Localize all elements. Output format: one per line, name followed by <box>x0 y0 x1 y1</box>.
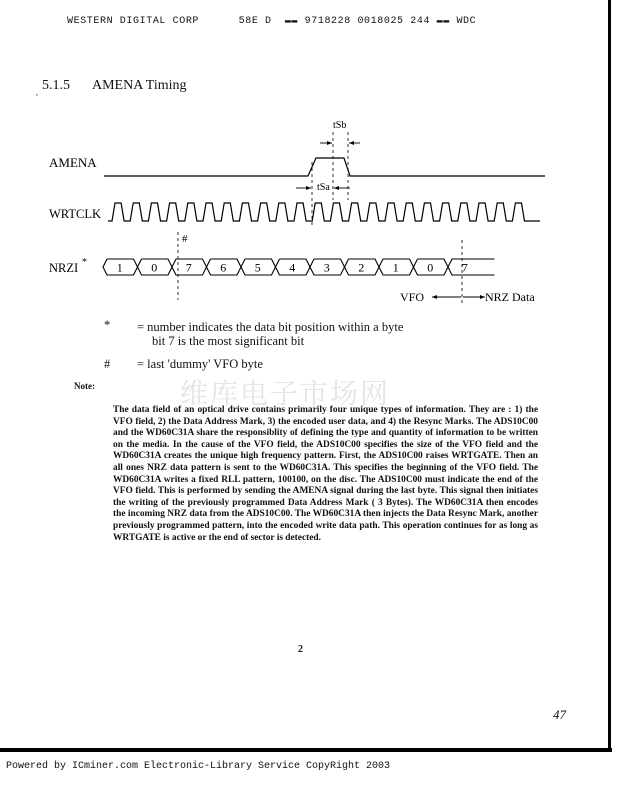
nrz-data-label: NRZ Data <box>485 290 535 304</box>
wrtclk-label: WRTCLK <box>49 207 102 221</box>
handwritten-number: 47 <box>553 707 566 722</box>
bit-cell-label: 0 <box>151 260 158 275</box>
legend-hash-text: = last 'dummy' VFO byte <box>137 357 263 371</box>
tsa-arrowhead-right <box>334 186 339 190</box>
vfo-label: VFO <box>400 290 425 304</box>
legend-star-text-1: = number indicates the data bit position within a byte <box>137 320 404 334</box>
scan-speck: , <box>36 88 38 97</box>
amena-waveform <box>104 158 545 176</box>
body-paragraph: The data field of an optical drive contains primarily four unique types of information. They are : 1) the VFO field, 2) the Data Address Mark, 3) the encoded user data, and 4) the Resync Marks. The ADS10C00 and the WD60C31A share the responsiblity of defining the type and quantity of information to be written on the media. In the cause of the VFO field, the ADS10C00 specifies the size of the VFO field and the WD60C31A creates the unique high frequency pattern. First, the ADS10C00 raises WRTGATE. Then an all ones NRZ data pattern is sent to the WD60C31A. This specifies the beginning of the VFO field. The WD60C31A writes a fixed RLL pattern, 100100, on the disc. The ADS10C00 must indicate the end of the VFO field. This is performed by sending the AMENA signal during the last byte. This signal then initiates the writing of the previously programmed Data Address Mark ( 3 Bytes). The WD60C31A then encodes the incoming NRZ data from the ADS10C00. The WD60C31A then injects the Data Resync Mark, another previously programmed pattern, into the encoded write data path. This operation continues for as long as WRTGATE is active or the end of sector is detected. <box>113 405 538 543</box>
legend-hash-symbol: # <box>104 357 111 371</box>
watermark: 维库电子市场网 <box>180 377 391 410</box>
amena-label: AMENA <box>49 155 97 170</box>
bit-cell-outline <box>448 259 495 267</box>
bit-cell-label: 7 <box>461 260 468 275</box>
section-heading <box>38 78 187 94</box>
legend-star-text-2: bit 7 is the most significant bit <box>152 334 305 348</box>
section-number: 5.1.5 <box>42 78 70 93</box>
bit-cell-label: 1 <box>116 260 123 275</box>
footer-credit: Powered by ICminer.com Electronic-Library Service CopyRight 2003 <box>6 761 391 772</box>
nrzi-star: * <box>82 257 87 268</box>
tsb-label: tSb <box>333 120 347 131</box>
scan-border-bottom <box>0 748 612 752</box>
bit-cell-label: 4 <box>289 260 296 275</box>
tsb-arrowhead-right <box>349 141 354 145</box>
bit-cell-label: 3 <box>323 260 330 275</box>
bit-cell-label: 2 <box>358 260 365 275</box>
section-title: AMENA Timing <box>92 78 187 93</box>
wrtclk-waveform <box>108 203 540 221</box>
page-header: WESTERN DIGITAL CORP 58E D ▬▬ 9718228 0018025 244 ▬▬ WDC <box>67 16 477 27</box>
scan-border-right <box>608 0 611 752</box>
bit-cell-label: 1 <box>392 260 399 275</box>
hash-marker: # <box>182 233 188 245</box>
tsa-arrowhead-left <box>306 186 311 190</box>
bit-cell-label: 7 <box>185 260 192 275</box>
nrzi-bit-cells <box>103 259 495 275</box>
bit-cell-outline <box>448 267 495 275</box>
page-number: 2 <box>298 644 303 655</box>
bit-cell-label: 6 <box>220 260 227 275</box>
bit-cell-label: 0 <box>427 260 434 275</box>
note-label: Note: <box>74 381 95 391</box>
amena-timing-diagram <box>0 100 560 310</box>
tsb-arrowhead-left <box>327 141 332 145</box>
bit-cell-label: 5 <box>254 260 261 275</box>
nrzi-label: NRZI <box>49 261 79 275</box>
tsa-label: tSa <box>317 182 330 193</box>
legend-star-symbol: * <box>104 318 111 332</box>
vfo-arrowhead <box>432 295 437 299</box>
